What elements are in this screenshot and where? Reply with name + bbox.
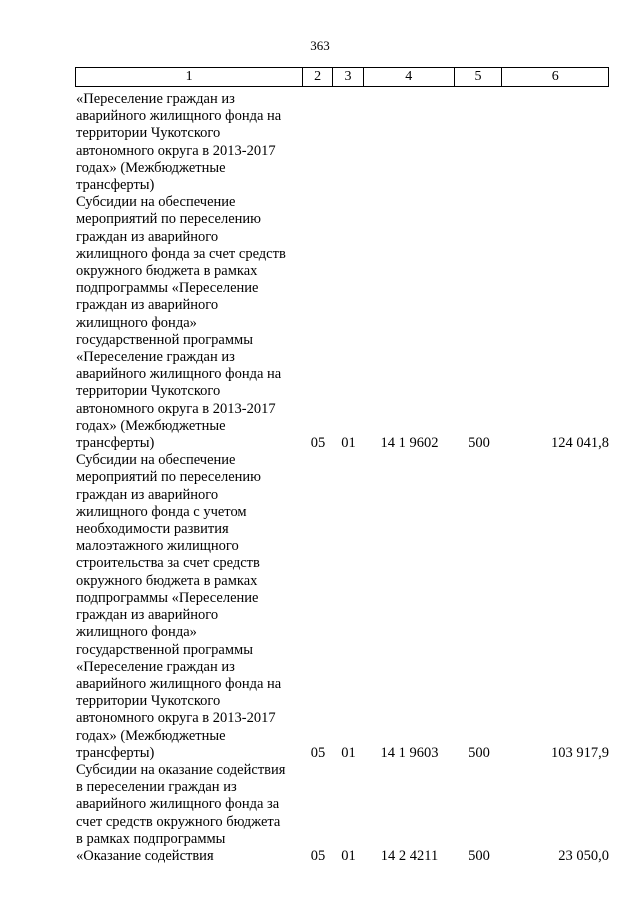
description-line: трансферты) [76,177,155,194]
table-row [75,762,609,865]
section-code: 05 [310,435,326,452]
description-line: аварийного жилищного фонда на [76,675,282,692]
description-line: подпрограммы «Переселение [76,589,259,606]
subsection-code: 01 [341,744,356,761]
table-body [75,91,609,865]
target-article-code: 14 1 9603 [380,744,439,761]
description-line: необходимости развития [76,521,229,538]
header-col-1: 1 [76,68,303,86]
description-line: жилищного фонда с учетом [76,503,247,520]
row-description [75,194,303,452]
description-line: годах» (Межбюджетные [76,159,226,176]
section-code: 05 [310,744,326,761]
description-line: граждан из аварийного [76,228,219,245]
description-line: «Переселение граждан из [76,91,235,107]
description-line: мероприятий по переселению [76,469,261,486]
header-col-4: 4 [364,68,455,86]
row-description [75,91,303,194]
description-line: подпрограммы «Переселение [76,280,259,297]
description-line: «Оказание содействия [76,847,214,864]
section-code: 05 [310,847,326,864]
table-row [75,452,609,762]
description-line: автономного округа в 2013-2017 [76,142,276,159]
description-line: годах» (Межбюджетные [76,417,226,434]
description-line: Субсидии на обеспечение [76,452,236,469]
description-line: строительства за счет средств [76,555,260,572]
description-line: граждан из аварийного [76,607,219,624]
description-line: мероприятий по переселению [76,211,261,228]
description-line: счет средств окружного бюджета [76,813,281,830]
subsection-code: 01 [341,435,356,452]
amount: 23 050,0 [558,847,609,864]
description-line: годах» (Межбюджетные [76,727,226,744]
table-header [75,67,609,87]
description-line: граждан из аварийного [76,297,219,314]
description-line: государственной программы [76,641,253,658]
description-line: жилищного фонда за счет средств [76,245,286,262]
description-line: территории Чукотского [76,693,221,710]
description-line: Субсидии на обеспечение [76,194,236,211]
description-line: в переселении граждан из [76,779,237,796]
target-article-code: 14 1 9602 [380,435,439,452]
expense-type-code: 500 [468,847,490,864]
header-col-2: 2 [303,68,333,86]
description-line: территории Чукотского [76,125,221,142]
description-line: автономного округа в 2013-2017 [76,710,276,727]
header-col-5: 5 [455,68,503,86]
subsection-code: 01 [341,847,356,864]
description-line: трансферты) [76,435,155,452]
expense-type-code: 500 [468,744,490,761]
description-line: Субсидии на оказание содействия [76,761,286,778]
description-line: автономного округа в 2013-2017 [76,400,276,417]
amount: 124 041,8 [551,435,609,452]
description-line: аварийного жилищного фонда на [76,108,282,125]
description-line: окружного бюджета в рамках [76,572,258,589]
description-line: государственной программы [76,331,253,348]
description-line: аварийного жилищного фонда за [76,796,280,813]
description-line: территории Чукотского [76,383,221,400]
description-line: жилищного фонда» [76,314,197,331]
description-line: окружного бюджета в рамках [76,263,258,280]
description-line: в рамках подпрограммы [76,830,226,847]
amount: 103 917,9 [551,744,609,761]
table-row [75,91,609,194]
description-line: жилищного фонда» [76,624,197,641]
row-description [75,762,303,865]
expense-type-code: 500 [468,435,490,452]
description-line: «Переселение граждан из [76,658,235,675]
header-col-3: 3 [333,68,364,86]
description-line: малоэтажного жилищного [76,538,239,555]
description-line: «Переселение граждан из [76,349,235,366]
description-line: аварийного жилищного фонда на [76,366,282,383]
description-line: граждан из аварийного [76,486,219,503]
description-line: трансферты) [76,744,155,761]
header-col-6: 6 [551,69,559,84]
table-row [75,194,609,452]
row-description [75,452,303,762]
page-number: 363 [310,38,330,53]
target-article-code: 14 2 4211 [380,847,439,864]
